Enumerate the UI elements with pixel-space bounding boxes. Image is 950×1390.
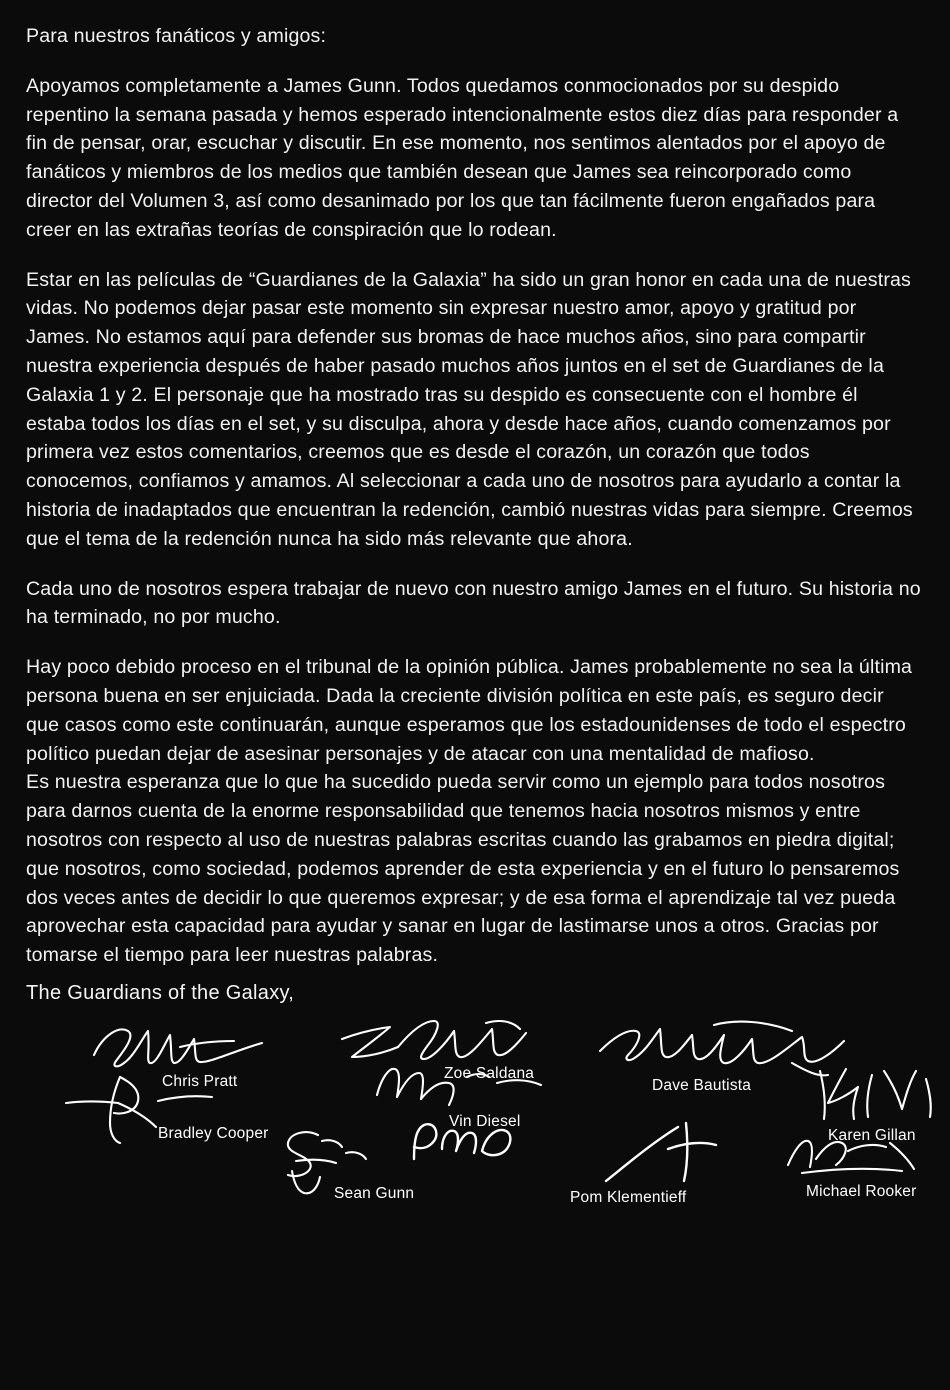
signature-sean-gunn <box>276 1125 416 1202</box>
signature-name-zoe-saldana: Zoe Saldana <box>444 1064 535 1082</box>
signature-name-dave-bautista: Dave Bautista <box>652 1076 752 1094</box>
signature-chris-pratt <box>84 1017 284 1090</box>
letter-body <box>26 22 922 970</box>
signature-block <box>26 1007 950 1237</box>
letter-paragraph-4: Hay poco debido proceso en el tribunal de la opinión pública. James probablemente no sea la última persona buena en ser enjuiciada. Dada la creciente división política en este país, es seguro decir que casos como este continuarán, aunque esperamos que los estadounidenses de todo el espectro político puedan dejar de asesinar personajes y de atacar con una mentalidad de mafioso. <box>26 656 913 765</box>
signature-michael-rooker <box>782 1126 942 1200</box>
signature-karen-gillan <box>806 1065 950 1144</box>
letter-paragraph-1: Apoyamos completamente a James Gunn. Todos quedamos conmocionados por su despido repentino la semana pasada y hemos esperado intencionalmente estos diez días para responder a fin de pensar, orar, escuchar y discutir. En ese momento, nos sentimos alentados por el apoyo de fanáticos y miembros de los medios que también desean que James sea reincorporado como director del Volumen 3, así como desanimado por los que tan fácilmente fueron engañados para creer en las extrañas teorías de conspiración que lo rodean. <box>26 74 899 241</box>
signature-name-pom-klementieff: Pom Klementieff <box>570 1188 687 1206</box>
letter-paragraph-2: Estar en las películas de “Guardianes de la Galaxia” ha sido un gran honor en cada una de nuestras vidas. No podemos dejar pasar este momento sin expresar nuestro amor, apoyo y gratitud por James. No estamos aquí para defender sus bromas de hace muchos años, sino para compartir nuestra experiencia después de haber pasado muchos años juntos en el set de Guardianes de la Galaxia 1 y 2. El personaje que ha mostrado tras su despido es consecuente con el hombre él estaba todos los días en el set, y su disculpa, ahora y desde hace años, cuando comenzamos por primera vez estos comentarios, creemos que es desde el corazón, un corazón que todos conocemos, confiamos y amamos. Al seleccionar a cada uno de nosotros para ayudarlo a contar la historia de inadaptados que encuentran la redención, cambió nuestras vidas para siempre. Creemos que el tema de la redención nunca ha sido más relevante que ahora. <box>26 268 913 550</box>
letter-signoff: The Guardians of the Galaxy, <box>26 981 295 1004</box>
signature-name-chris-pratt: Chris Pratt <box>162 1072 238 1090</box>
signature-name-sean-gunn: Sean Gunn <box>334 1184 415 1202</box>
signature-pom-klementieff <box>406 1112 726 1206</box>
letter-paragraph-3: Cada uno de nosotros espera trabajar de nuevo con nuestro amigo James en el futuro. Su historia no ha terminado, no por mucho. <box>26 577 921 629</box>
signature-bradley-cooper <box>62 1069 269 1149</box>
signature-name-bradley-cooper: Bradley Cooper <box>158 1124 269 1142</box>
signature-name-vin-diesel: Vin Diesel <box>449 1112 521 1130</box>
signature-name-michael-rooker: Michael Rooker <box>806 1182 917 1200</box>
letter-paragraph-5: Es nuestra esperanza que lo que ha sucedido pueda servir como un ejemplo para todos nosotros para darnos cuenta de la enorme responsabilidad que tenemos hacia nosotros mismos y entre nosotros con respecto al uso de nuestras palabras escritas cuando las grabamos en piedra digital; que nosotros, como sociedad, podemos aprender de esta experiencia y en el futuro lo pensaremos dos veces antes de decidir lo que queremos expresar; y de esa forma el aprendizaje tal vez pueda aprovechar esta capacidad para ayudar y sanar en lugar de lastimarse unos a otros. Gracias por tomarse el tiempo para leer nuestras palabras. <box>26 771 900 967</box>
signature-name-karen-gillan: Karen Gillan <box>828 1126 916 1144</box>
letter-salutation: Para nuestros fanáticos y amigos: <box>26 25 327 47</box>
